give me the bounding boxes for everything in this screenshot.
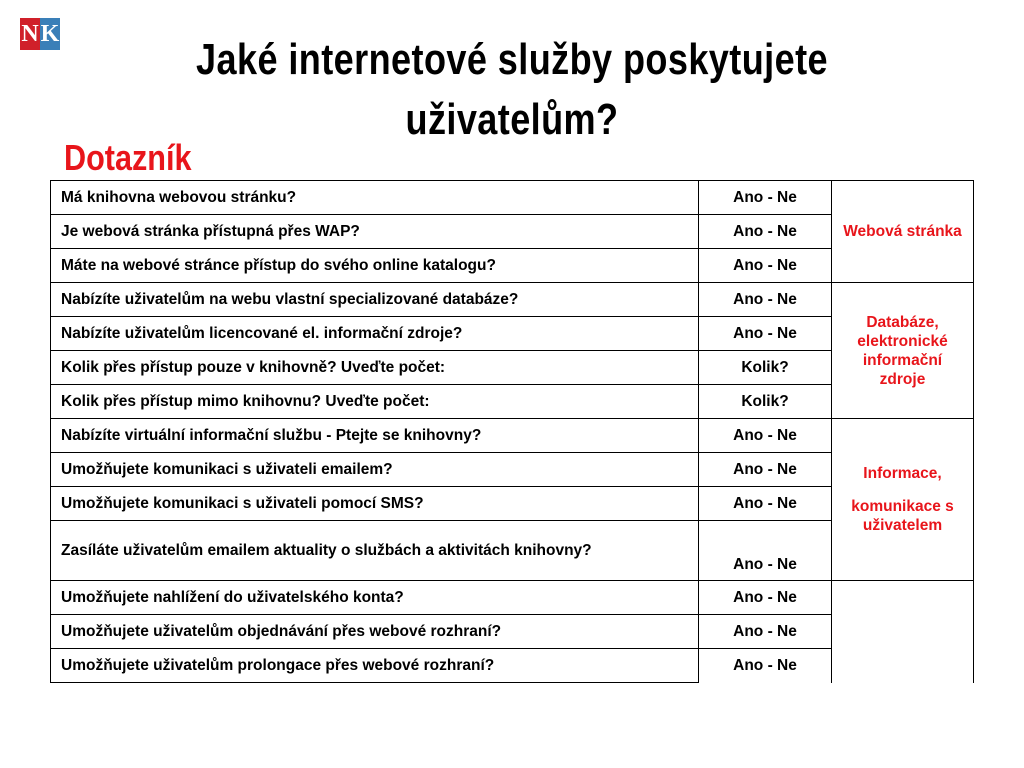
table-row [51, 181, 974, 215]
question-cell: Nabízíte virtuální informační službu - Ptejte se knihovny? [51, 419, 699, 453]
logo-letter-k: K [40, 18, 60, 50]
answer-cell: Ano - Ne [699, 615, 832, 649]
question-cell: Je webová stránka přístupná přes WAP? [51, 215, 699, 249]
answer-cell: Ano - Ne [699, 521, 832, 581]
category-account-empty [832, 581, 974, 683]
question-cell: Umožňujete uživatelům prolongace přes webové rozhraní? [51, 649, 699, 683]
answer-cell: Ano - Ne [699, 487, 832, 521]
answer-cell: Ano - Ne [699, 249, 832, 283]
question-cell: Zasíláte uživatelům emailem aktuality o službách a aktivitách knihovny? [51, 521, 699, 581]
question-cell: Máte na webové stránce přístup do svého online katalogu? [51, 249, 699, 283]
category-web: Webová stránka [832, 181, 974, 283]
table-row [51, 283, 974, 317]
answer-cell: Ano - Ne [699, 419, 832, 453]
question-cell: Umožňujete nahlížení do uživatelského konta? [51, 581, 699, 615]
category-information [832, 419, 974, 581]
answer-cell: Kolik? [699, 385, 832, 419]
answer-cell: Ano - Ne [699, 215, 832, 249]
question-cell: Nabízíte uživatelům na webu vlastní specializované databáze? [51, 283, 699, 317]
category-information-line1: Informace, [863, 465, 942, 482]
questionnaire-heading: Dotazník [64, 137, 192, 178]
table-row [51, 581, 974, 615]
table-row [51, 419, 974, 453]
questionnaire-table [50, 180, 974, 683]
answer-cell: Ano - Ne [699, 317, 832, 351]
answer-cell: Ano - Ne [699, 581, 832, 615]
answer-cell: Ano - Ne [699, 181, 832, 215]
answer-cell: Kolik? [699, 351, 832, 385]
answer-cell: Ano - Ne [699, 453, 832, 487]
question-cell: Má knihovna webovou stránku? [51, 181, 699, 215]
question-cell: Umožňujete komunikaci s uživateli emailem? [51, 453, 699, 487]
question-cell: Umožňujete komunikaci s uživateli pomocí SMS? [51, 487, 699, 521]
logo-letter-n: N [20, 18, 40, 50]
answer-cell: Ano - Ne [699, 649, 832, 683]
question-cell: Kolik přes přístup mimo knihovnu? Uveďte počet: [51, 385, 699, 419]
page-title: Jaké internetové služby poskytujete uživatelům? [196, 35, 828, 144]
question-cell: Kolik přes přístup pouze v knihovně? Uveďte počet: [51, 351, 699, 385]
category-databases: Databáze, elektronické informační zdroje [832, 283, 974, 419]
answer-cell: Ano - Ne [699, 283, 832, 317]
question-cell: Nabízíte uživatelům licencované el. informační zdroje? [51, 317, 699, 351]
nk-logo [20, 18, 60, 50]
category-information-line2: komunikace s uživatelem [851, 498, 954, 534]
question-cell: Umožňujete uživatelům objednávání přes webové rozhraní? [51, 615, 699, 649]
